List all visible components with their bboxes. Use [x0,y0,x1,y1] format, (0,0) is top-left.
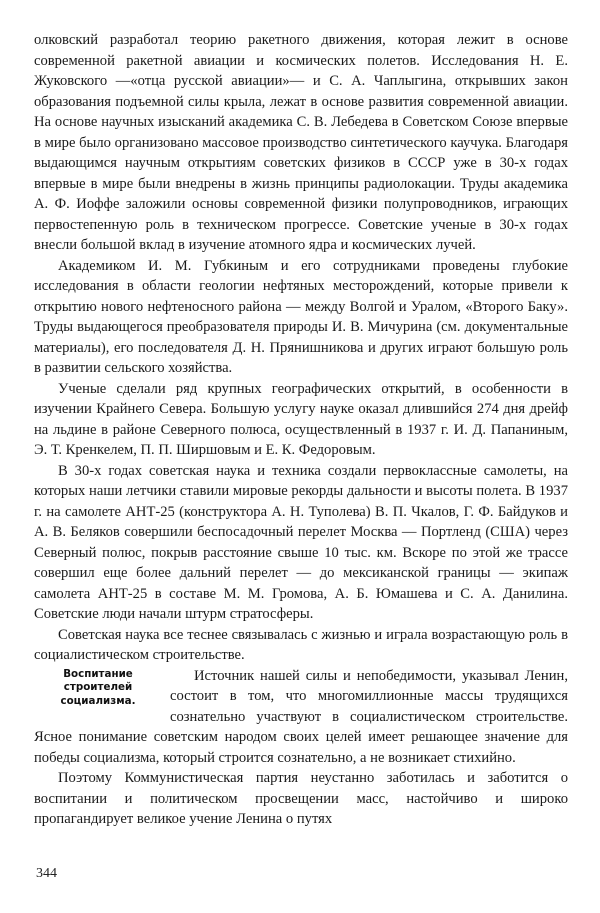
body-text [34,30,568,830]
paragraph-aviation-records: В 30-х годах советская наука и техника создали первоклассные самолеты, на которых наши летчики ставили мировые рекорды дальности и высоты полета. В 1937 г. на самолете АНТ-25 (конструктора А. Н. Туполева) В. П. Чкалов, Г. Ф. Байдуков и А. В. Беляков совершили беспосадочный перелет Москва — Портленд (США) через Северный полюс, покрыв расстояние свыше 10 тыс. км. Вскоре по этой же трассе совершил еще более дальний перелет — до мексиканской границы — экипаж самолета АНТ-25 в составе М. М. Громова, А. Б. Юмашева и С. А. Данилина. Советские люди начали штурм стратосферы. [34,462,568,622]
paragraph-science-achievements: олковский разработал теорию ракетного движения, которая лежит в основе современной ракетной авиации и космических полетов. Исследования Н. Е. Жуковского —«отца русской авиации»— и С. А. Чаплыгина, открывших закон образования подъемной силы крыла, лежат в основе развития современной авиации. На основе научных изысканий академика С. В. Лебедева в Советском Союзе впервые в мире было организовано массовое производство синтетического каучука. Благодаря выдающимся научным открытиям советских физиков в СССР уже в 30-х годах впервые в мире были внедрены в жизнь принципы радиолокации. Труды академика А. Ф. Иоффе заложили основы современной физики полупроводников, играющих первостепенную роль в техническом прогрессе. Советские ученые в 30-х годах внесли большой вклад в изучение атомного ядра и космических лучей. [34,32,568,253]
paragraph-gubkin-geology: Академиком И. М. Губкиным и его сотрудниками проведены глубокие исследования в области геологии нефтяных месторождений, которые привели к открытию нового нефтеносного района — между Волгой и Уралом, «Второго Баку». Труды выдающегося преобразователя природы И. В. Мичурина (см. документальные материалы), его последователя Д. Н. Прянишникова и других играют большую роль в развитии сельского хозяйства. [34,257,568,376]
margin-note-heading: Воспитание строителей социализма. [60,667,136,707]
section-with-margin-note [34,666,568,769]
paragraph-geographic-discoveries: Ученые сделали ряд крупных географических открытий, в особенности в изучении Крайнего Севера. Большую услугу науке оказал длившийся 274 дня дрейф на льдине в районе Северного полюса, осуществленный в 1937 г. И. Д. Папаниным, Э. Т. Кренкелем, П. П. Ширшовым и Е. К. Федоровым. [34,380,568,458]
paragraph-science-and-life: Советская наука все теснее связывалась с жизнью и играла возрастающую роль в социалистическом строительстве. [34,626,568,663]
paragraph-lenin-quote: Источник нашей силы и непобедимости, указывал Ленин, состоит в том, что многомиллионные массы трудящихся сознательно участвуют в социалистическом строительстве. Ясное понимание советским народом своих целей имеет решающее значение для победы социализма, который строится сознательно, а не возникает стихийно. [34,667,568,766]
page-number: 344 [36,866,57,881]
paragraph-party-education: Поэтому Коммунистическая партия неустанно заботилась и заботится о воспитании и политическом просвещении масс, настойчиво и широко пропагандирует великое учение Ленина о путях [34,770,568,827]
